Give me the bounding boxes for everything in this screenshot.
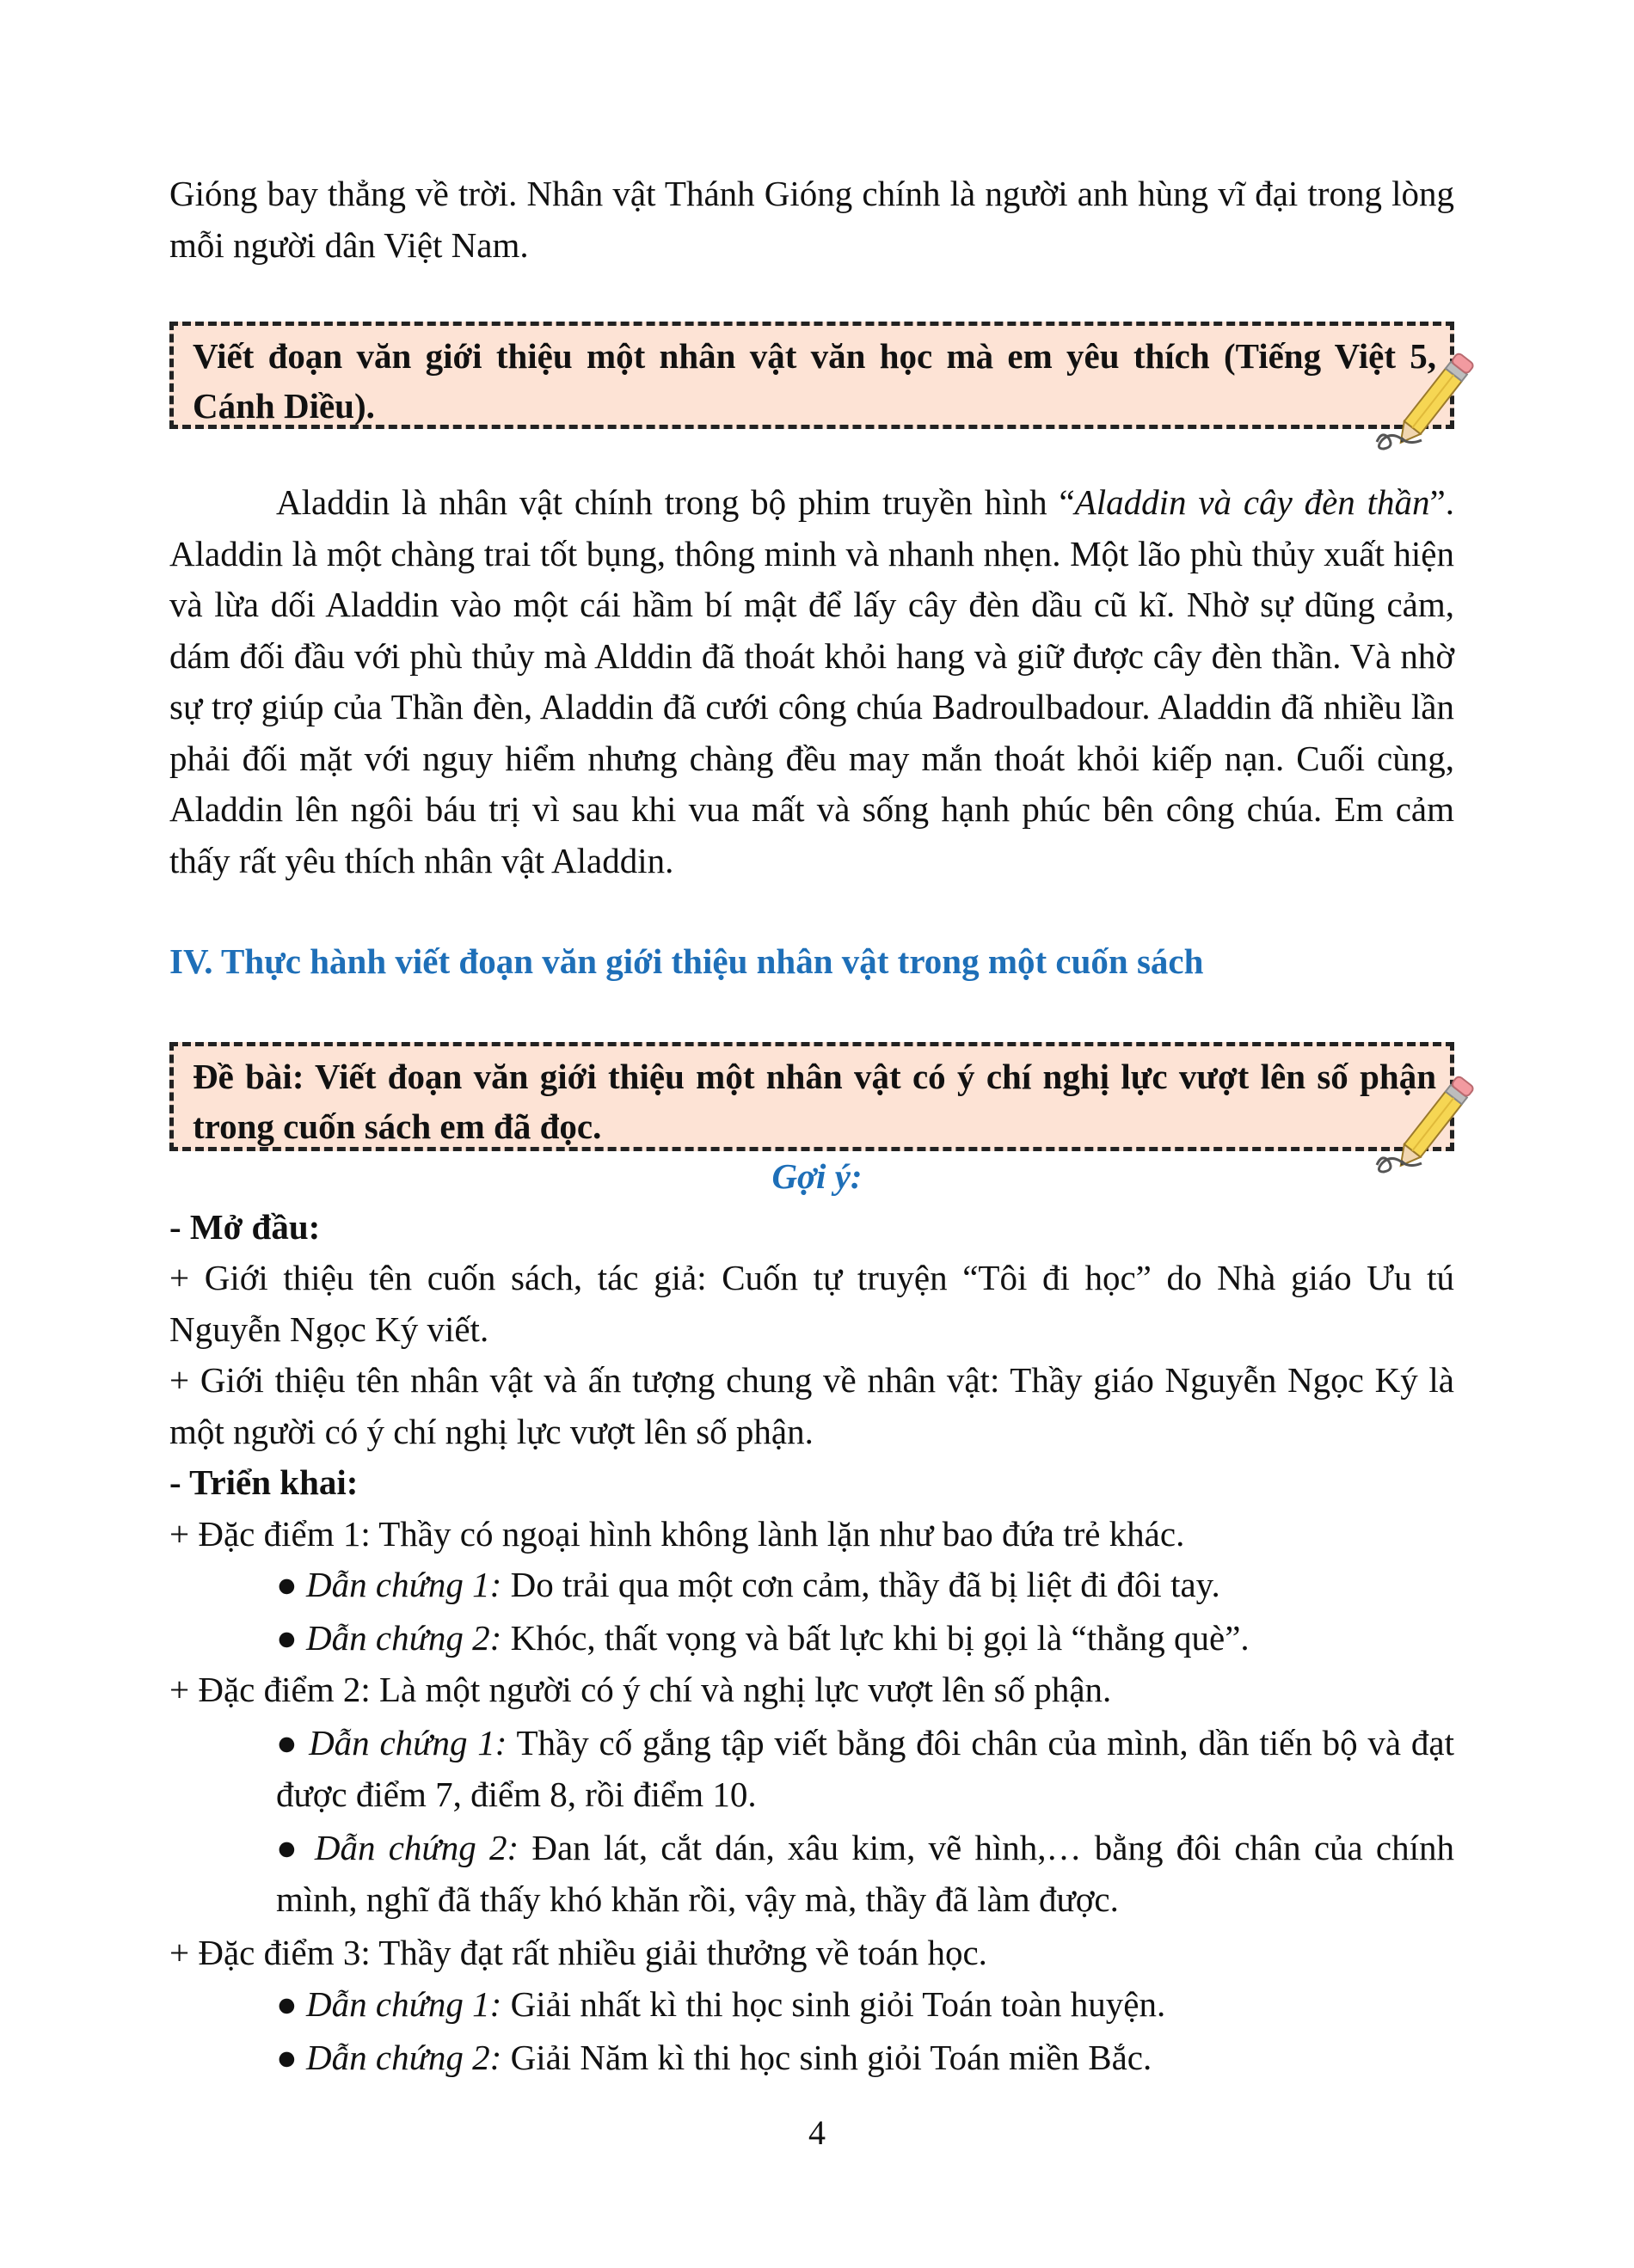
outline-trien-khai: - Triển khai: [169,1462,359,1502]
evidence-item [276,1823,1454,1925]
outline-dac-diem-3: + Đặc điểm 3: Thầy đạt rất nhiều giải thưởng về toán học. [169,1933,987,1972]
bullet: ● [276,1828,302,1867]
evidence-text: Giải Năm kì thi học sinh giỏi Toán miền Bắc. [510,2038,1152,2077]
task-2-text: Đề bài: Viết đoạn văn giới thiệu một nhân vật có ý chí nghị lực vượt lên số phận trong cuốn sách em đã đọc. [193,1057,1436,1146]
bullet: ● [276,1723,299,1762]
evidence-text: Giải nhất kì thi học sinh giỏi Toán toàn huyện. [510,1984,1166,2024]
aladdin-paragraph [169,477,1454,886]
evidence-item [276,1560,1454,1611]
outline-mo-dau: - Mở đầu: [169,1207,321,1247]
bullet: ● [276,2038,298,2077]
aladdin-text-start: Aladdin là nhân vật chính trong bộ phim truyền hình “ [276,482,1075,522]
section-heading: IV. Thực hành viết đoạn văn giới thiệu nhân vật trong một cuốn sách [169,941,1204,981]
page-number: 4 [808,2113,826,2152]
aladdin-text-rest: ”. Aladdin là một chàng trai tốt bụng, thông minh và nhanh nhẹn. Một lão phù thủy xuất hiện và lừa dối Aladdin vào một cái hầm bí mật để lấy cây đèn dầu cũ kĩ. Nhờ sự dũng cảm, dám đối đầu với phù thủy mà Alddin đã thoát khỏi hang và giữ được cây đèn thần. Và nhờ sự trợ giúp của Thần đèn, Aladdin đã cưới công chúa Badroulbadour. Aladdin đã nhiều lần phải đối mặt với nguy hiểm nhưng chàng đều may mắn thoát khỏi kiếp nạn. Cuối cùng, Aladdin lên ngôi báu trị vì sau khi vua mất và sống hạnh phúc bên công chúa. Em cảm thấy rất yêu thích nhân vật Aladdin. [169,482,1454,880]
evidence-label: Dẫn chứng 2: [314,1828,519,1867]
evidence-text: Khóc, thất vọng và bất lực khi bị gọi là “thằng què”. [510,1618,1250,1658]
evidence-label: Dẫn chứng 2: [306,1618,502,1658]
evidence-item [276,1979,1454,2031]
evidence-item [276,1718,1454,1820]
evidence-text: Đan lát, cắt dán, xâu kim, vẽ hình,… bằng đôi chân của chính mình, nghĩ đã thấy khó khăn rồi, vậy mà, thầy đã làm được. [276,1828,1455,1919]
evidence-text: Do trải qua một cơn cảm, thầy đã bị liệt đi đôi tay. [510,1565,1220,1604]
evidence-item [276,2032,1454,2084]
bullet: ● [276,1984,298,2024]
evidence-label: Dẫn chứng 1: [309,1723,507,1762]
bullet: ● [276,1618,298,1658]
task-1-text: Viết đoạn văn giới thiệu một nhân vật văn học mà em yêu thích (Tiếng Việt 5, Cánh Diều). [193,336,1436,426]
pencil-icon [1372,346,1501,462]
outline-md-2: + Giới thiệu tên nhân vật và ấn tượng chung về nhân vật: Thầy giáo Nguyễn Ngọc Ký là một người có ý chí nghị lực vượt lên số phận. [169,1360,1454,1451]
bullet: ● [276,1565,298,1604]
hint-label: Gợi ý: [771,1156,863,1196]
evidence-label: Dẫn chứng 1: [306,1565,502,1604]
task-box-2 [169,1042,1454,1151]
evidence-label: Dẫn chứng 2: [306,2038,502,2077]
evidence-item [276,1613,1454,1664]
outline-dac-diem-1: + Đặc điểm 1: Thầy có ngoại hình không lành lặn như bao đứa trẻ khác. [169,1514,1185,1554]
evidence-label: Dẫn chứng 1: [306,1984,502,2024]
aladdin-film-title: Aladdin và cây đèn thần [1074,482,1430,522]
evidence-text: Thầy cố gắng tập viết bằng đôi chân của mình, dần tiến bộ và đạt được điểm 7, điểm 8, rồi điểm 10. [276,1723,1455,1814]
outline-dac-diem-2: + Đặc điểm 2: Là một người có ý chí và nghị lực vượt lên số phận. [169,1670,1112,1709]
task-box-1 [169,322,1454,429]
intro-tail-paragraph: Gióng bay thẳng về trời. Nhân vật Thánh Gióng chính là người anh hùng vĩ đại trong lòng mỗi người dân Việt Nam. [169,174,1454,265]
outline-md-1: + Giới thiệu tên cuốn sách, tác giả: Cuốn tự truyện “Tôi đi học” do Nhà giáo Ưu tú Nguyễn Ngọc Ký viết. [169,1258,1454,1349]
